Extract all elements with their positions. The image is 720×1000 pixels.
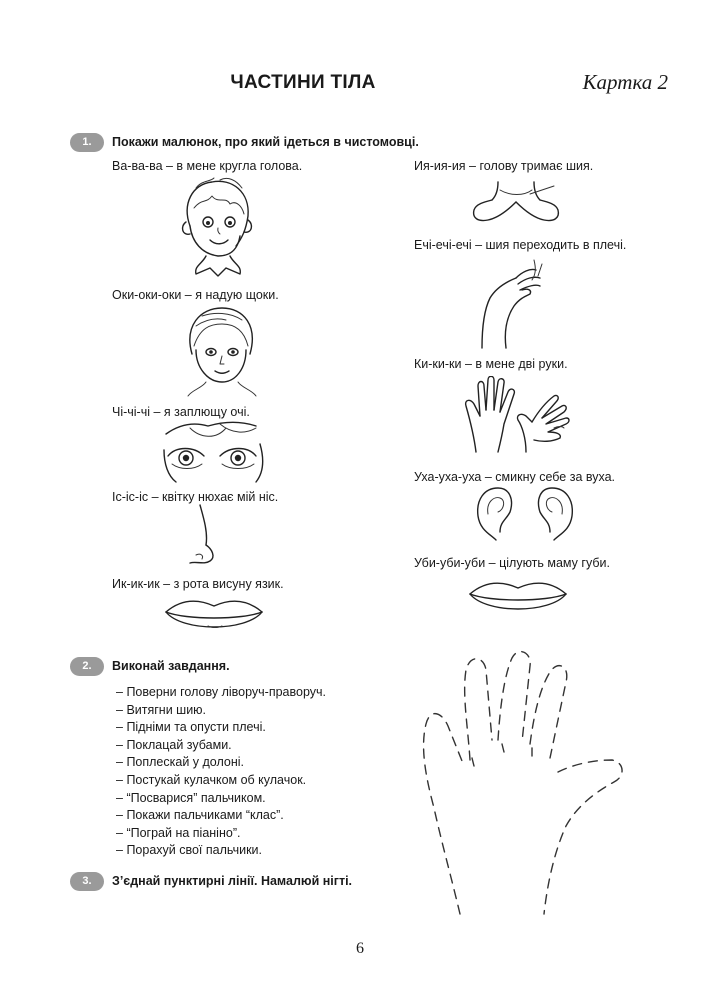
nose-icon <box>182 503 230 569</box>
task2-badge: 2. <box>70 657 104 676</box>
list-item: – Постукай кулачком об кулачок. <box>116 772 326 790</box>
list-item: – Порахуй свої пальчики. <box>116 842 326 860</box>
page-title: ЧАСТИНИ ТІЛА <box>230 72 376 93</box>
list-item: – Витягни шию. <box>116 702 326 720</box>
verse-cheeks: Оки-оки-оки – я надую щоки. <box>112 288 279 302</box>
list-item: – Поверни голову ліворуч-праворуч. <box>116 684 326 702</box>
task3-instruction: З’єднай пунктирні лінії. Намалюй нігті. <box>112 874 353 888</box>
task2-instruction: Виконай завдання. <box>112 659 230 673</box>
hand-neck-icon <box>476 258 556 350</box>
verse-shoulders: Ечі-ечі-ечі – шия переходить в плечі. <box>414 238 627 252</box>
list-item: – Покажи пальчиками “клас”. <box>116 807 326 825</box>
lips-icon <box>466 578 570 620</box>
verse-head: Ва-ва-ва – в мене кругла голова. <box>112 159 303 173</box>
ears-icon <box>470 484 580 544</box>
dashed-hand-icon <box>412 648 662 920</box>
eyes-icon <box>160 420 272 484</box>
list-item: – Поклацай зубами. <box>116 737 326 755</box>
list-item: – Підніми та опусти плечі. <box>116 719 326 737</box>
task1-instruction: Покажи малюнок, про який ідеться в чистомовці. <box>112 135 419 149</box>
girl-face-icon <box>180 302 262 398</box>
verse-lips: Уби-уби-уби – цілують маму губи. <box>414 556 610 570</box>
verse-nose: Іс-іс-іс – квітку нюхає мій ніс. <box>112 490 279 504</box>
verse-tongue: Ик-ик-ик – з рота висуну язик. <box>112 577 284 591</box>
list-item: – “Посварися” пальчиком. <box>116 790 326 808</box>
task3-badge: 3. <box>70 872 104 891</box>
list-item: – “Пограй на піаніно”. <box>116 825 326 843</box>
hands-icon <box>462 376 572 454</box>
task2-list <box>116 684 326 860</box>
lips-icon <box>162 596 266 638</box>
page-number: 6 <box>356 940 364 957</box>
verse-eyes: Чі-чі-чі – я заплющу очі. <box>112 405 250 419</box>
verse-ears: Уха-уха-уха – смикну себе за вуха. <box>414 470 616 484</box>
list-item: – Поплескай у долоні. <box>116 754 326 772</box>
neck-collar-icon <box>470 180 562 228</box>
child-head-icon <box>176 174 260 280</box>
verse-hands: Ки-ки-ки – в мене дві руки. <box>414 357 568 371</box>
verse-neck: Ия-ия-ия – голову тримає шия. <box>414 159 594 173</box>
task1-badge: 1. <box>70 133 104 152</box>
card-label: Картка 2 <box>582 70 668 94</box>
